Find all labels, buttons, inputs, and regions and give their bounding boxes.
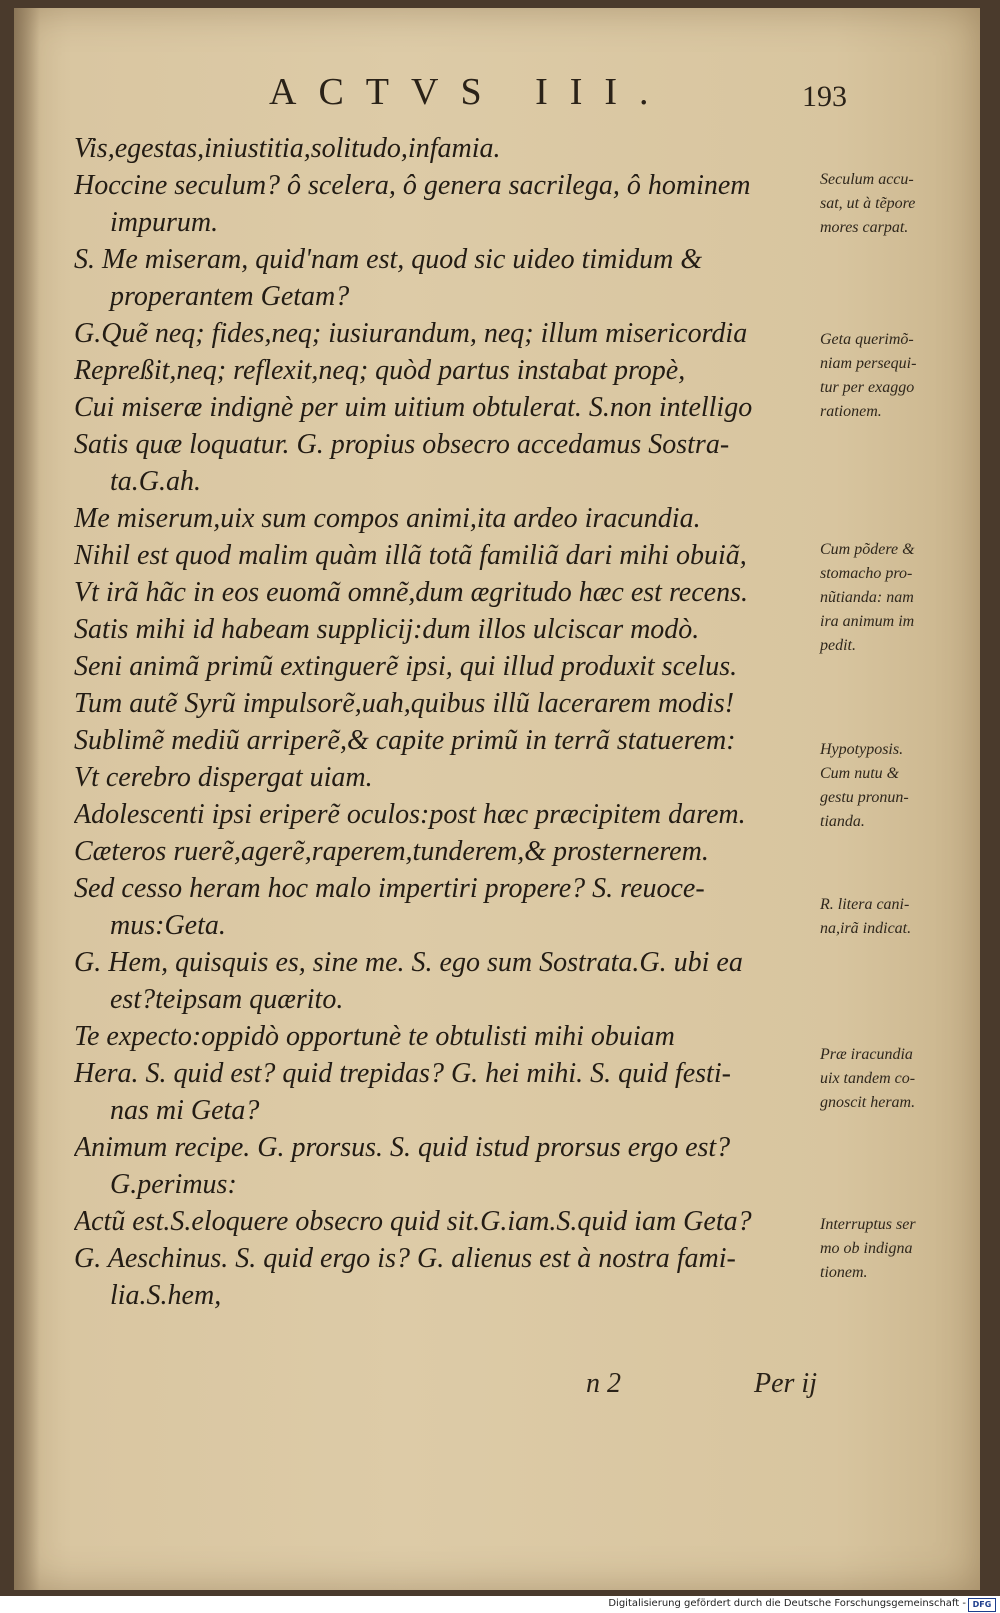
marginal-note-line: Geta querimõ- [820,331,914,348]
text-line: Actũ est.S.eloquere obsecro quid sit.G.iam.S.quid iam Geta? [74,1206,752,1237]
marginal-note-line: nũtianda: nam [820,589,914,606]
text-line: Me miserum,uix sum compos animi,ita ardeo iracundia. [74,503,701,534]
marginal-note-line: na,irã indicat. [820,920,912,937]
text-line: Satis quæ loquatur. G. propius obsecro accedamus Sostra- [74,429,730,460]
marginal-note-line: Hypotyposis. [820,741,904,758]
text-line: Seni animã primũ extinguerẽ ipsi, qui illud produxit scelus. [74,651,738,682]
main-text-block [74,130,814,1314]
text-line: Vt cerebro dispergat uiam. [74,762,373,793]
dfg-logo: DFG [968,1598,996,1612]
text-line: Satis mihi id habeam supplicij:dum illos ulciscar modò. [74,614,700,645]
marginal-note-line: R. litera cani- [820,896,910,913]
book-page [14,8,980,1590]
marginal-note-line: Interruptus ser [820,1216,916,1233]
text-line: Repreßit,neq; reflexit,neq; quòd partus instabat propè, [74,355,686,386]
text-line: impurum. [110,207,219,238]
text-line: Adolescenti ipsi eriperẽ oculos:post hæc præcipitem darem. [74,799,746,830]
marginal-note-line: gestu pronun- [820,789,909,806]
text-line: S. Me miseram, quid'nam est, quod sic uideo timidum & [74,244,703,275]
marginal-note-line: tionem. [820,1264,868,1281]
text-line: properantem Getam? [110,281,350,312]
page-header [14,68,980,118]
marginal-note [820,168,980,240]
text-line: Vt irã hãc in eos euomã omnẽ,dum ægritudo hæc est recens. [74,577,748,608]
text-line: Sublimẽ mediũ arriperẽ,& capite primũ in terrã statuerem: [74,725,736,756]
text-line: nas mi Geta? [110,1095,260,1126]
marginal-note [820,538,980,658]
text-line: Vis,egestas,iniustitia,solitudo,infamia. [74,133,501,164]
marginal-note-line: sat, ut à tẽpore [820,195,916,212]
marginal-note-line: Seculum accu- [820,171,914,188]
text-line: Tum autẽ Syrũ impulsorẽ,uah,quibus illũ lacerarem modis! [74,688,735,719]
text-line: Te expecto:oppidò opportunè te obtulisti mihi obuiam [74,1021,675,1052]
text-line: lia.S.hem, [110,1280,222,1311]
marginal-note-line: uix tandem co- [820,1070,916,1087]
text-line: G. Aeschinus. S. quid ergo is? G. alienus est à nostra fami- [74,1243,736,1274]
signature-line [14,1368,980,1408]
page-gutter [14,8,40,1590]
marginal-note-line: mores carpat. [820,219,909,236]
marginal-note-line: rationem. [820,403,882,420]
marginal-note-line: Cum nutu & [820,765,900,782]
text-line: Sed cesso heram hoc malo impertiri propere? S. reuoce- [74,873,705,904]
text-line: Cui miseræ indignè per uim uitium obtulerat. S.non intelligo [74,392,753,423]
page-number: 193 [802,80,847,113]
footer-credit: Digitalisierung gefördert durch die Deutsche Forschungsgemeinschaft - [608,1598,966,1609]
marginal-note [820,738,980,834]
text-line: G. Hem, quisquis es, sine me. S. ego sum Sostrata.G. ubi ea [74,947,743,978]
marginal-note-line: tianda. [820,813,865,830]
text-line: Nihil est quod malim quàm illã totã familiã dari mihi obuiã, [74,540,747,571]
text-line: Cæteros ruerẽ,agerẽ,raperem,tunderem,& prosternerem. [74,836,709,867]
marginal-note-line: niam persequi- [820,355,917,372]
marginal-note [820,1213,980,1285]
text-line: Hera. S. quid est? quid trepidas? G. hei mihi. S. quid festi- [74,1058,731,1089]
marginal-note-line: Præ iracundia [820,1046,913,1063]
marginal-note-line: ira animum im [820,613,915,630]
footer-bar [0,1596,1000,1613]
text-line: G.Quẽ neq; fides,neq; iusiurandum, neq; illum misericordia [74,318,748,349]
marginal-note [820,1043,980,1115]
catchword: Per ij [754,1368,817,1399]
marginal-note [820,893,980,941]
text-line: est?teipsam quærito. [110,984,344,1015]
text-line: Hoccine seculum? ô scelera, ô genera sacrilega, ô hominem [74,170,751,201]
marginal-note [820,328,980,424]
marginal-note-line: gnoscit heram. [820,1094,916,1111]
marginal-note-line: tur per exaggo [820,379,915,396]
marginal-note-line: pedit. [820,637,856,654]
text-line: G.perimus: [110,1169,237,1200]
running-title: ACTVS III. [269,71,671,113]
text-line: mus:Geta. [110,910,226,941]
signature-mark: n 2 [586,1368,621,1399]
marginal-note-line: Cum põdere & [820,541,915,558]
marginal-note-line: mo ob indigna [820,1240,913,1257]
text-line: ta.G.ah. [110,466,201,497]
text-line: Animum recipe. G. prorsus. S. quid istud prorsus ergo est? [74,1132,731,1163]
marginal-note-line: stomacho pro- [820,565,913,582]
